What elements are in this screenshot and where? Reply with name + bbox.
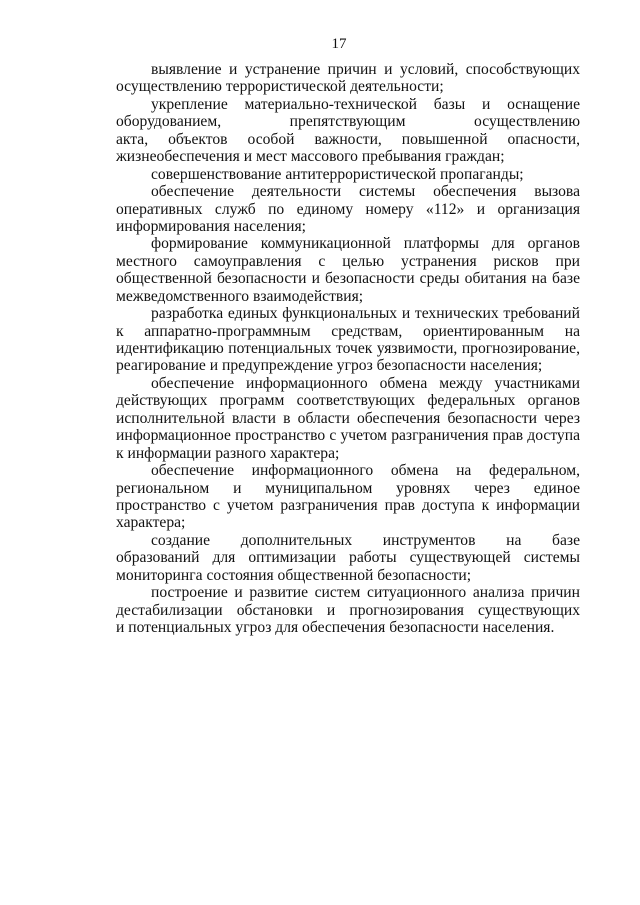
text-line: создание дополнительных инструментов на базе xyxy=(151,531,580,549)
text-line: местного самоуправления с целью устранения рисков при xyxy=(116,252,580,270)
text-line: характера; xyxy=(116,514,186,532)
paragraph xyxy=(116,183,580,235)
text-line: осуществлению террористической деятельности; xyxy=(116,78,444,96)
paragraph xyxy=(116,375,580,462)
text-line: к информации разного характера; xyxy=(116,444,340,462)
text-line: обеспечение деятельности системы обеспечения вызова xyxy=(151,183,580,201)
text-line: акта, объектов особой важности, повышенной опасности, xyxy=(116,130,580,148)
text-line: дестабилизации обстановки и прогнозирования существующих xyxy=(116,601,580,619)
paragraph xyxy=(116,462,580,532)
text-line: пространство с учетом разграничения прав доступа к информации xyxy=(116,496,580,514)
paragraph xyxy=(116,96,580,166)
text-line: формирование коммуникационной платформы для органов xyxy=(151,235,580,253)
text-line: межведомственного взаимодействия; xyxy=(116,287,364,305)
document-body xyxy=(116,61,580,636)
text-line: выявление и устранение причин и условий, способствующих xyxy=(151,61,580,78)
text-line: информационное пространство с учетом разграничения прав доступа xyxy=(116,427,580,445)
text-line: мониторинга состояния общественной безопасности; xyxy=(116,566,472,584)
text-line: жизнеобеспечения и мест массового пребывания граждан; xyxy=(116,148,505,166)
text-line: идентификацию потенциальных точек уязвимости, прогнозирование, xyxy=(116,340,580,357)
text-line: исполнительной власти в области обеспечения безопасности через xyxy=(116,409,580,427)
text-line: и потенциальных угроз для обеспечения безопасности населения. xyxy=(116,619,555,636)
text-line: образований для оптимизации работы существующей системы xyxy=(116,549,580,567)
text-line: построение и развитие систем ситуационного анализа причин xyxy=(151,584,580,602)
text-line: оперативных служб по единому номеру «112» и организация xyxy=(116,200,580,218)
text-line: действующих программ соответствующих федеральных органов xyxy=(116,392,580,410)
paragraph xyxy=(116,166,580,183)
text-line: информирования населения; xyxy=(116,217,306,235)
paragraph xyxy=(116,235,580,305)
paragraph xyxy=(116,532,580,584)
text-line: оборудованием, препятствующим осуществлению xyxy=(116,113,580,131)
text-line: разработка единых функциональных и технических требований xyxy=(151,305,580,323)
paragraph xyxy=(116,61,580,96)
text-line: обеспечение информационного обмена между участниками xyxy=(151,374,580,392)
page-number: 17 xyxy=(331,36,347,52)
text-line: укрепление материально-технической базы и оснащение xyxy=(151,95,580,113)
text-line: к аппаратно-программным средствам, ориентированным на xyxy=(116,322,580,340)
paragraph xyxy=(116,305,580,375)
text-line: общественной безопасности и безопасности среды обитания на базе xyxy=(116,270,580,288)
text-line: обеспечение информационного обмена на федеральном, xyxy=(151,462,580,480)
text-line: региональном и муниципальном уровнях через единое xyxy=(116,479,580,497)
text-line: реагирование и предупреждение угроз безопасности населения; xyxy=(116,357,543,375)
paragraph xyxy=(116,584,580,636)
text-line: совершенствование антитеррористической пропаганды; xyxy=(151,165,524,183)
